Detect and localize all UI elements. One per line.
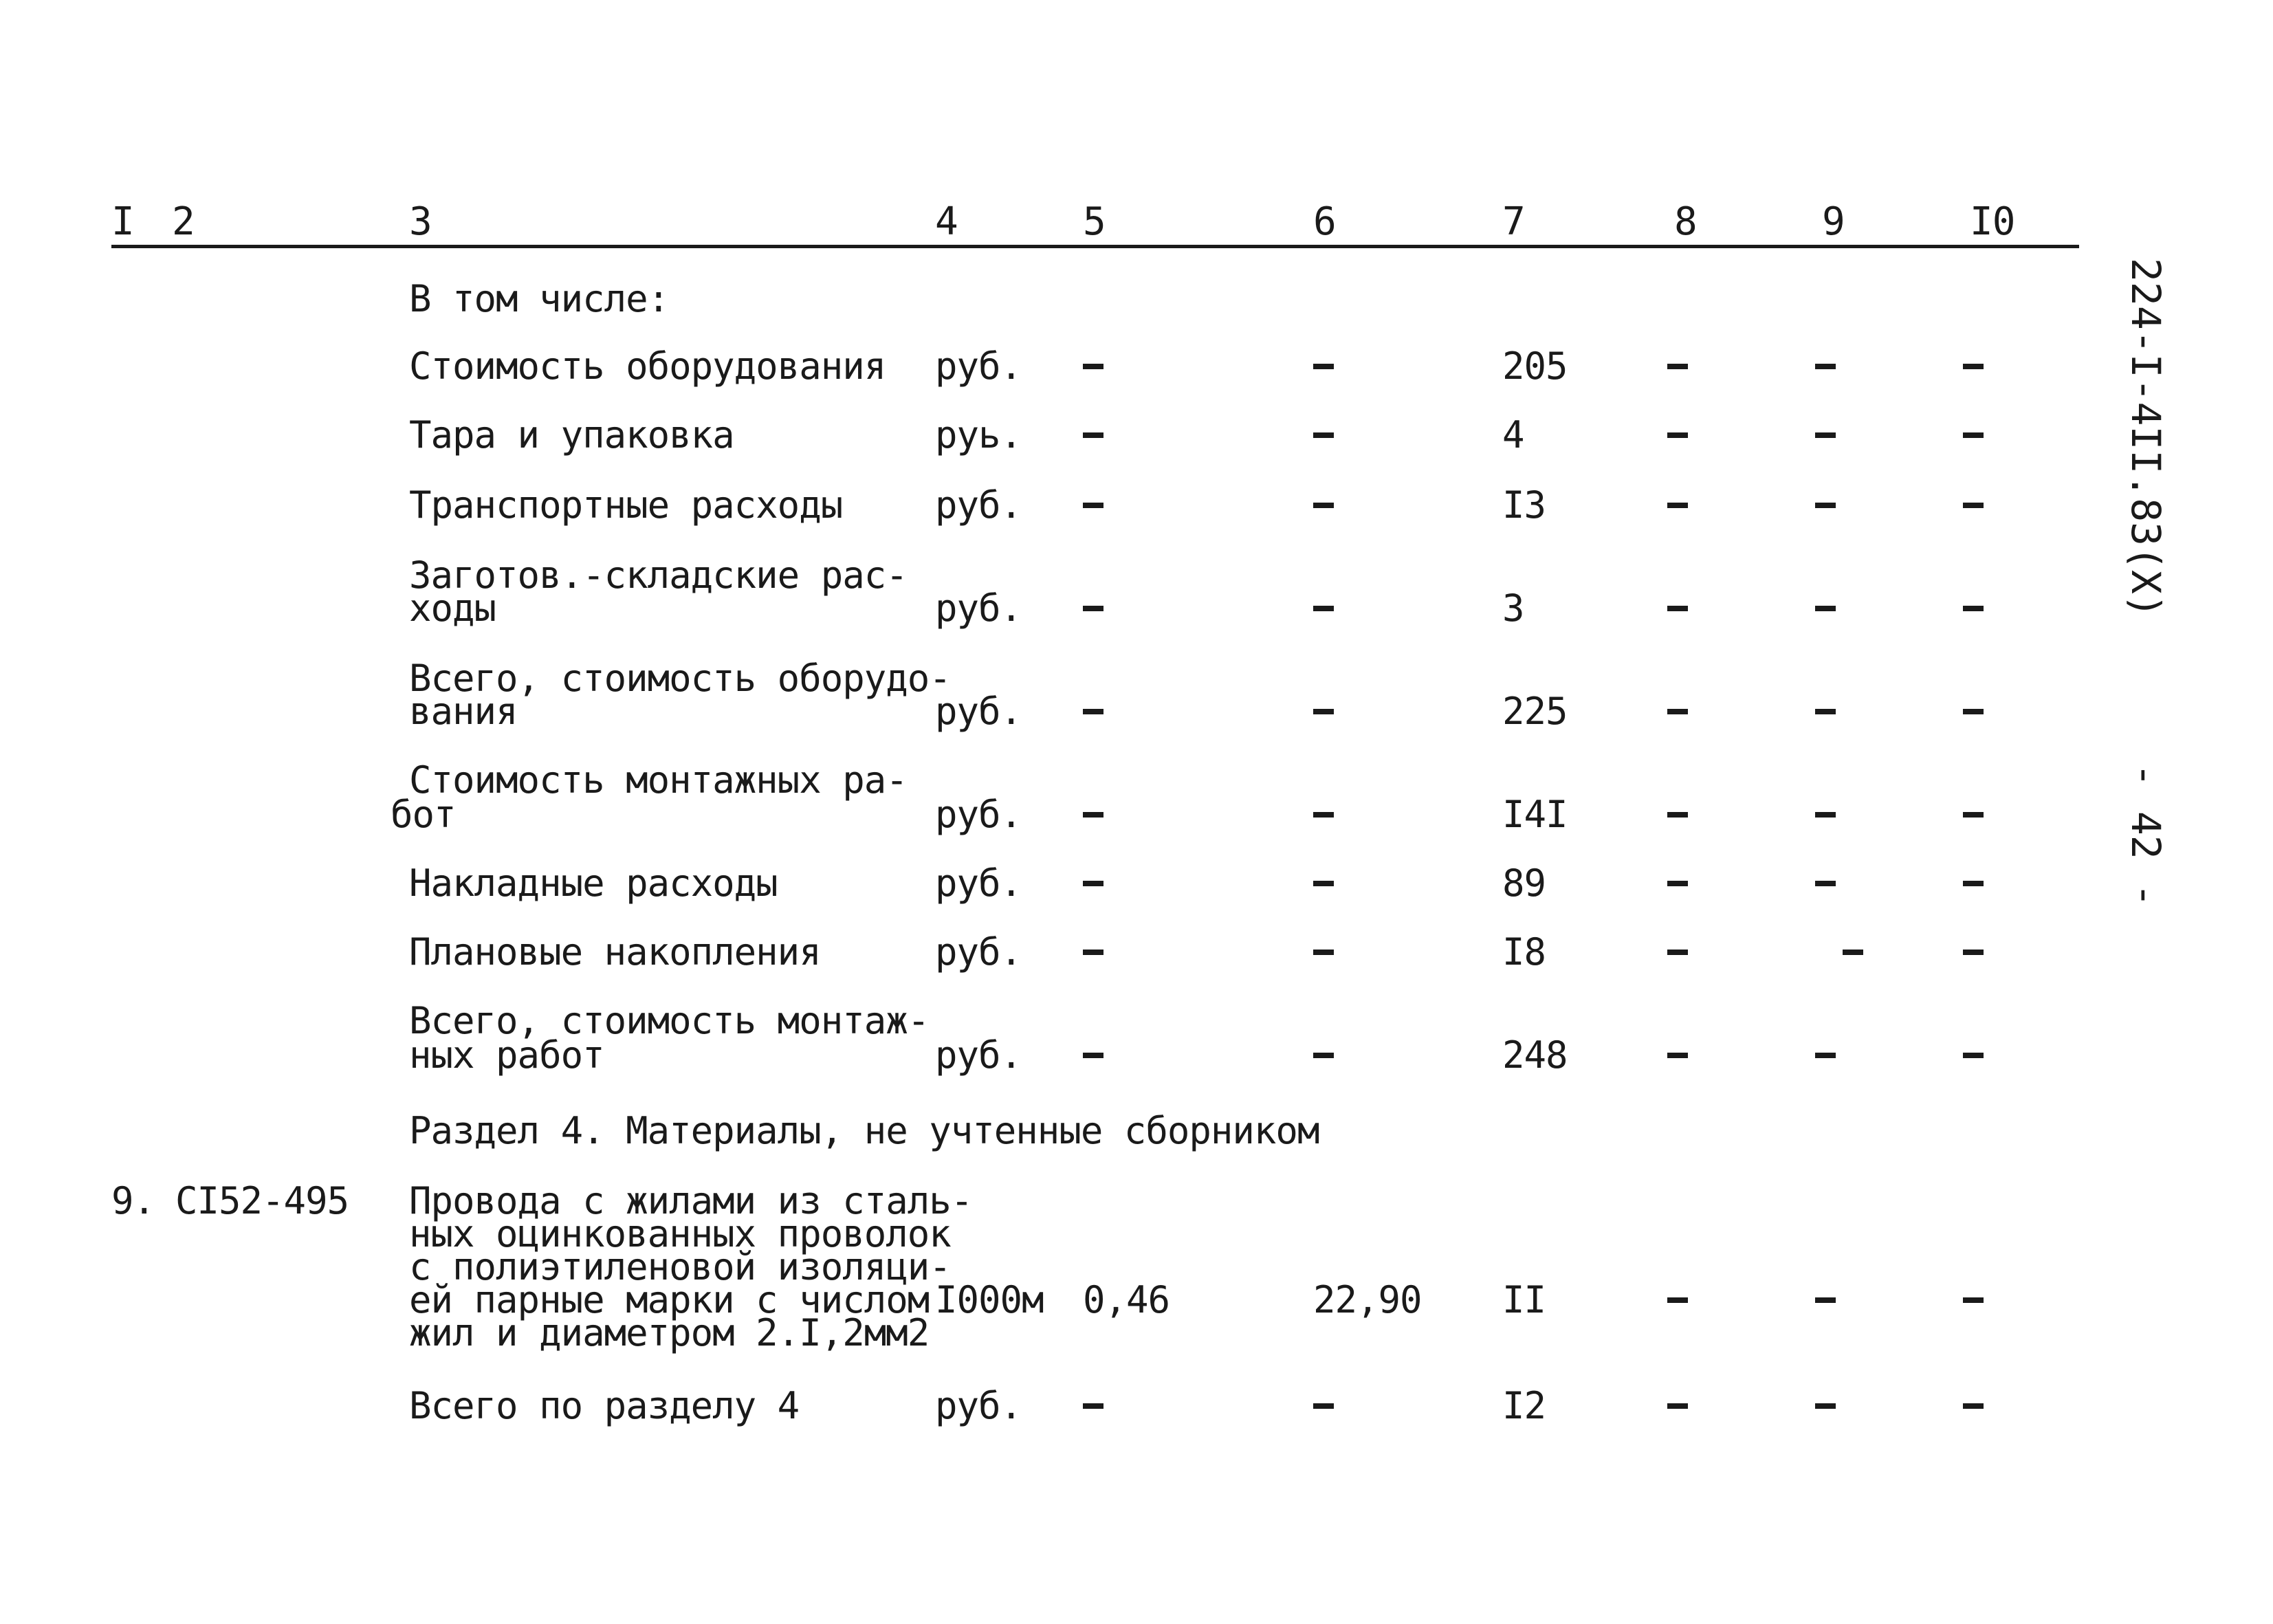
row-unit: руб. — [935, 793, 1022, 836]
empty-cell-dash — [1963, 1053, 1984, 1058]
row-col7-value: I4I — [1502, 793, 1568, 836]
empty-cell-dash — [1843, 950, 1863, 955]
empty-cell-dash — [1083, 950, 1103, 955]
header-col-5: 5 — [1083, 199, 1106, 244]
row-unit: I000м — [935, 1278, 1044, 1321]
row-col7-value: 205 — [1502, 344, 1568, 388]
row-col7-value: 89 — [1502, 862, 1546, 905]
empty-cell-dash — [1963, 950, 1984, 955]
row-description-line2: ных работ — [409, 1033, 604, 1077]
empty-cell-dash — [1963, 1403, 1984, 1409]
empty-cell-dash — [1667, 812, 1688, 818]
empty-cell-dash — [1313, 364, 1334, 369]
row-description: Плановые накопления — [409, 930, 821, 974]
empty-cell-dash — [1667, 1053, 1688, 1058]
row-col7-value: I8 — [1502, 930, 1546, 974]
header-rule — [111, 245, 2079, 248]
row-unit: руб. — [935, 862, 1022, 905]
empty-cell-dash — [1083, 1403, 1103, 1409]
row-description-line2: ходы — [409, 586, 496, 630]
empty-cell-dash — [1083, 881, 1103, 886]
header-col-7: 7 — [1502, 199, 1525, 244]
row-unit: руб. — [935, 690, 1022, 733]
row-col7-value: 225 — [1502, 690, 1568, 733]
header-col-10: I0 — [1970, 199, 2015, 244]
header-col-6: 6 — [1313, 199, 1336, 244]
empty-cell-dash — [1667, 503, 1688, 508]
row-description-line2: ных оцинкованных проволок — [409, 1212, 951, 1255]
row-unit: руб. — [935, 1033, 1022, 1077]
row-code: CI52-495 — [175, 1179, 349, 1222]
empty-cell-dash — [1313, 950, 1334, 955]
row-description-line1: Заготов.-складские рас- — [409, 553, 908, 597]
empty-cell-dash — [1815, 503, 1836, 508]
row-description: Стоимость оборудования — [409, 344, 886, 388]
row-col5-value: 0,46 — [1083, 1278, 1170, 1321]
empty-cell-dash — [1083, 503, 1103, 508]
header-col-8: 8 — [1674, 199, 1697, 244]
empty-cell-dash — [1313, 881, 1334, 886]
row-unit: руб. — [935, 344, 1022, 388]
row-description: Накладные расходы — [409, 862, 778, 905]
empty-cell-dash — [1815, 364, 1836, 369]
page-number: - 42 - — [2122, 763, 2169, 908]
empty-cell-dash — [1815, 1403, 1836, 1409]
empty-cell-dash — [1083, 709, 1103, 714]
empty-cell-dash — [1667, 1403, 1688, 1409]
row-col7-value: I2 — [1502, 1384, 1546, 1427]
empty-cell-dash — [1963, 709, 1984, 714]
row-description-line1: Всего, стоимость оборудо- — [409, 657, 951, 700]
empty-cell-dash — [1963, 606, 1984, 611]
row-unit: руб. — [935, 930, 1022, 974]
empty-cell-dash — [1963, 503, 1984, 508]
header-col-4: 4 — [935, 199, 958, 244]
row-col7-value: II — [1502, 1278, 1546, 1321]
empty-cell-dash — [1083, 812, 1103, 818]
row-description-line1: Стоимость монтажных ра- — [409, 758, 908, 802]
row-col7-value: 248 — [1502, 1033, 1568, 1077]
row-description: Тара и упаковка — [409, 413, 734, 457]
empty-cell-dash — [1083, 432, 1103, 438]
row-col7-value: 3 — [1502, 586, 1524, 630]
empty-cell-dash — [1667, 950, 1688, 955]
empty-cell-dash — [1815, 1053, 1836, 1058]
document-code: 224-I-4II.83(X) — [2122, 258, 2169, 618]
empty-cell-dash — [1083, 606, 1103, 611]
empty-cell-dash — [1667, 709, 1688, 714]
empty-cell-dash — [1313, 1403, 1334, 1409]
empty-cell-dash — [1667, 364, 1688, 369]
header-col-9: 9 — [1822, 199, 1845, 244]
row-description-line5: жил и диаметром 2.I,2мм2 — [409, 1311, 930, 1354]
empty-cell-dash — [1667, 1297, 1688, 1303]
empty-cell-dash — [1667, 606, 1688, 611]
empty-cell-dash — [1963, 364, 1984, 369]
header-col-3: 3 — [409, 199, 432, 244]
row-unit: руб. — [935, 483, 1022, 527]
empty-cell-dash — [1083, 1053, 1103, 1058]
header-col-2: 2 — [172, 199, 195, 244]
row-col7-value: I3 — [1502, 483, 1546, 527]
empty-cell-dash — [1313, 503, 1334, 508]
empty-cell-dash — [1963, 881, 1984, 886]
empty-cell-dash — [1313, 812, 1334, 818]
section-heading: Раздел 4. Материалы, не учтенные сборником — [409, 1109, 1319, 1152]
empty-cell-dash — [1313, 1053, 1334, 1058]
row-description: Транспортные расходы — [409, 483, 843, 527]
empty-cell-dash — [1313, 709, 1334, 714]
row-description-line1: Провода с жилами из сталь- — [409, 1179, 973, 1222]
empty-cell-dash — [1815, 709, 1836, 714]
row-description-line4: ей парные марки с числом — [409, 1278, 930, 1321]
empty-cell-dash — [1963, 432, 1984, 438]
row-description-line2: вания — [409, 690, 518, 733]
empty-cell-dash — [1313, 432, 1334, 438]
row-description: Всего по разделу 4 — [409, 1384, 800, 1427]
empty-cell-dash — [1963, 812, 1984, 818]
empty-cell-dash — [1815, 881, 1836, 886]
row-unit: руб. — [935, 1384, 1022, 1427]
empty-cell-dash — [1815, 432, 1836, 438]
empty-cell-dash — [1815, 812, 1836, 818]
empty-cell-dash — [1815, 606, 1836, 611]
empty-cell-dash — [1815, 1297, 1836, 1303]
header-col-1: I — [111, 199, 134, 244]
row-subheading: В том числе: — [409, 277, 670, 320]
row-unit: руб. — [935, 586, 1022, 630]
empty-cell-dash — [1083, 364, 1103, 369]
empty-cell-dash — [1313, 606, 1334, 611]
row-unit: руь. — [935, 413, 1022, 457]
row-number: 9. — [111, 1179, 155, 1222]
empty-cell-dash — [1667, 881, 1688, 886]
row-description-line3: с полиэтиленовой изоляци- — [409, 1245, 951, 1288]
row-description-line2: бот — [391, 793, 456, 836]
empty-cell-dash — [1963, 1297, 1984, 1303]
row-col6-value: 22,90 — [1313, 1278, 1422, 1321]
row-description-line1: Всего, стоимость монтаж- — [409, 999, 930, 1042]
row-col7-value: 4 — [1502, 413, 1524, 457]
empty-cell-dash — [1667, 432, 1688, 438]
